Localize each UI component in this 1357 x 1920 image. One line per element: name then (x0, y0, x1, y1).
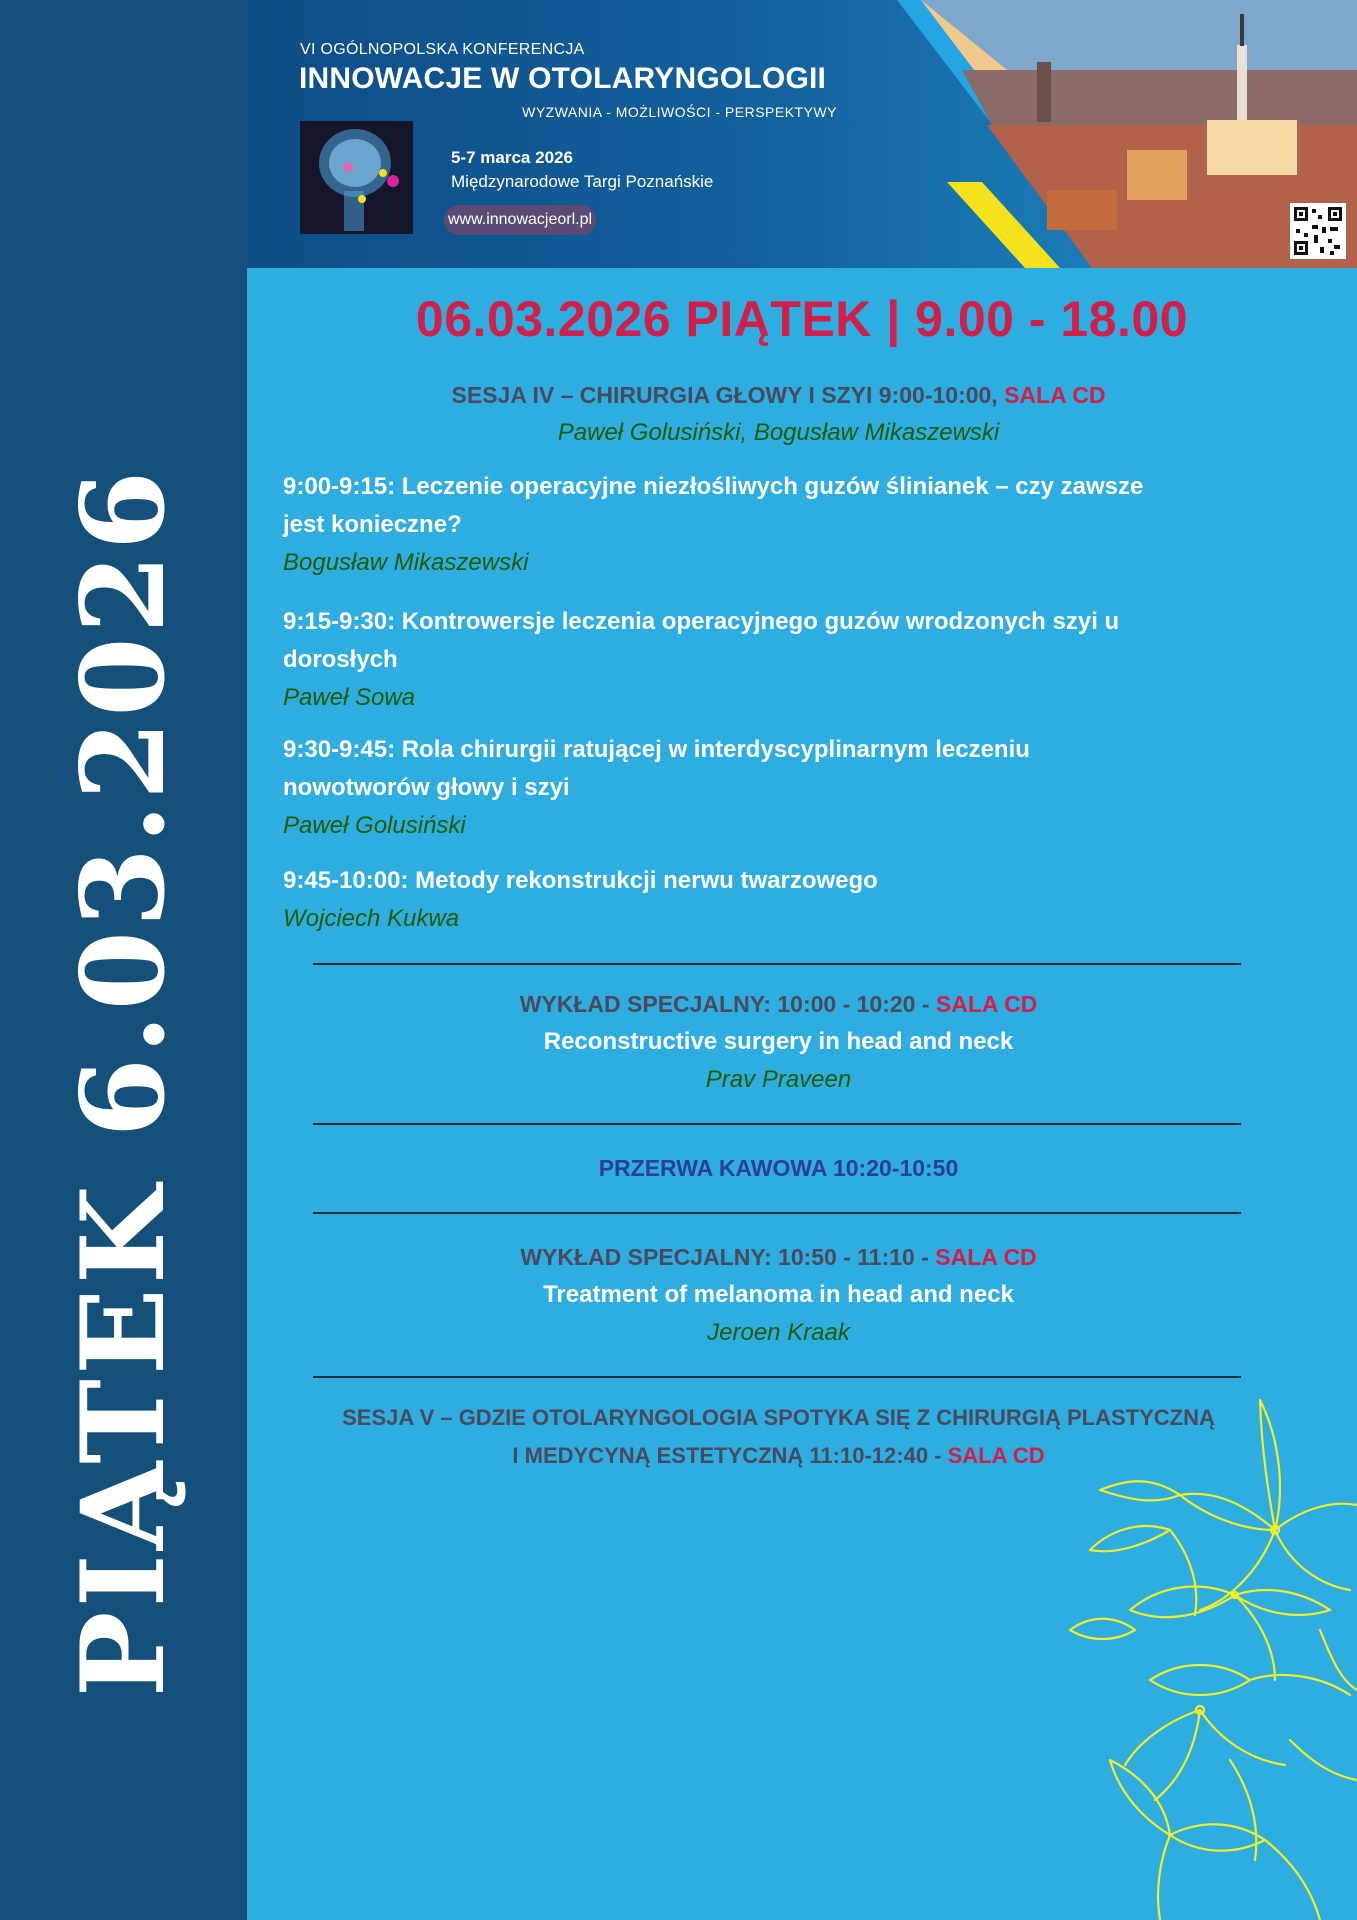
session-5-heading: SESJA V – GDZIE OTOLARYNGOLOGIA SPOTYKA SIĘ Z CHIRURGIĄ PLASTYCZNĄ (342, 1405, 1215, 1430)
session-4-chairs: Paweł Golusiński, Bogusław Mikaszewski (557, 419, 1000, 446)
session-5-room: SALA CD (947, 1443, 1045, 1468)
coffee-break: PRZERWA KAWOWA 10:20-10:50 (598, 1155, 959, 1181)
session-4-heading: SESJA IV – CHIRURGIA GŁOWY I SZYI 9:00-10:00, SALA CD (451, 382, 1106, 408)
talk-title-continued: nowotworów głowy i szyi (283, 774, 570, 801)
talk-title: 9:00-9:15: Leczenie operacyjne niezłośliwych guzów ślinianek – czy zawsze (283, 473, 1144, 500)
talk-title-continued: jest konieczne? (283, 511, 462, 538)
talk-speaker: Paweł Golusiński (283, 812, 466, 839)
talk-speaker: Paweł Sowa (283, 684, 416, 711)
day-heading: 06.03.2026 PIĄTEK | 9.00 - 18.00 (415, 291, 1189, 347)
website-link[interactable]: www.innowacjeorl.pl (444, 205, 596, 235)
lecture-2-speaker: Jeroen Kraak (707, 1319, 850, 1346)
qr-code-icon[interactable] (1290, 203, 1346, 259)
talk-title: 9:30-9:45: Rola chirurgii ratującej w interdyscyplinarnym leczeniu (283, 736, 1030, 763)
lecture-2-title: Treatment of melanoma in head and neck (543, 1281, 1014, 1308)
divider (313, 1123, 1241, 1125)
session-4-room: SALA CD (1004, 382, 1106, 408)
lecture-1-heading: WYKŁAD SPECJALNY: 10:00 - 10:20 - SALA CD (519, 991, 1038, 1017)
conference-kicker: VI OGÓLNOPOLSKA KONFERENCJA (300, 41, 585, 58)
session-5-heading-continued: I MEDYCYNĄ ESTETYCZNĄ 11:10-12:40 - SALA CD (512, 1443, 1045, 1468)
lily-flowers-decoration (1030, 1380, 1357, 1920)
conference-dates: 5-7 marca 2026 (451, 148, 573, 167)
talk-title: 9:15-9:30: Kontrowersje leczenia operacyjnego guzów wrodzonych szyi u (283, 608, 1120, 635)
lecture-1-title: Reconstructive surgery in head and neck (543, 1028, 1014, 1055)
divider (313, 1376, 1241, 1378)
divider (313, 1212, 1241, 1214)
lecture-1-room: SALA CD (935, 991, 1038, 1017)
conference-banner (247, 0, 1357, 268)
talk-speaker: Bogusław Mikaszewski (283, 549, 529, 576)
xray-head-image (300, 121, 413, 234)
talk-title-continued: dorosłych (283, 646, 398, 673)
lecture-2-heading: WYKŁAD SPECJALNY: 10:50 - 11:10 - SALA CD (520, 1244, 1037, 1270)
conference-tagline: WYZWANIA - MOŻLIWOŚCI - PERSPEKTYWY (522, 104, 837, 120)
lecture-2-room: SALA CD (935, 1244, 1037, 1270)
sidebar (0, 0, 247, 1920)
sidebar-day-label: PIĄTEK 6.03.2026 (56, 466, 190, 1698)
conference-title: INNOWACJE W OTOLARYNGOLOGII (299, 62, 827, 95)
talk-speaker: Wojciech Kukwa (283, 905, 460, 932)
divider (313, 963, 1241, 965)
conference-venue: Międzynarodowe Targi Poznańskie (451, 172, 714, 191)
lecture-1-speaker: Prav Praveen (705, 1066, 852, 1093)
talk-title: 9:45-10:00: Metody rekonstrukcji nerwu twarzowego (283, 867, 878, 894)
